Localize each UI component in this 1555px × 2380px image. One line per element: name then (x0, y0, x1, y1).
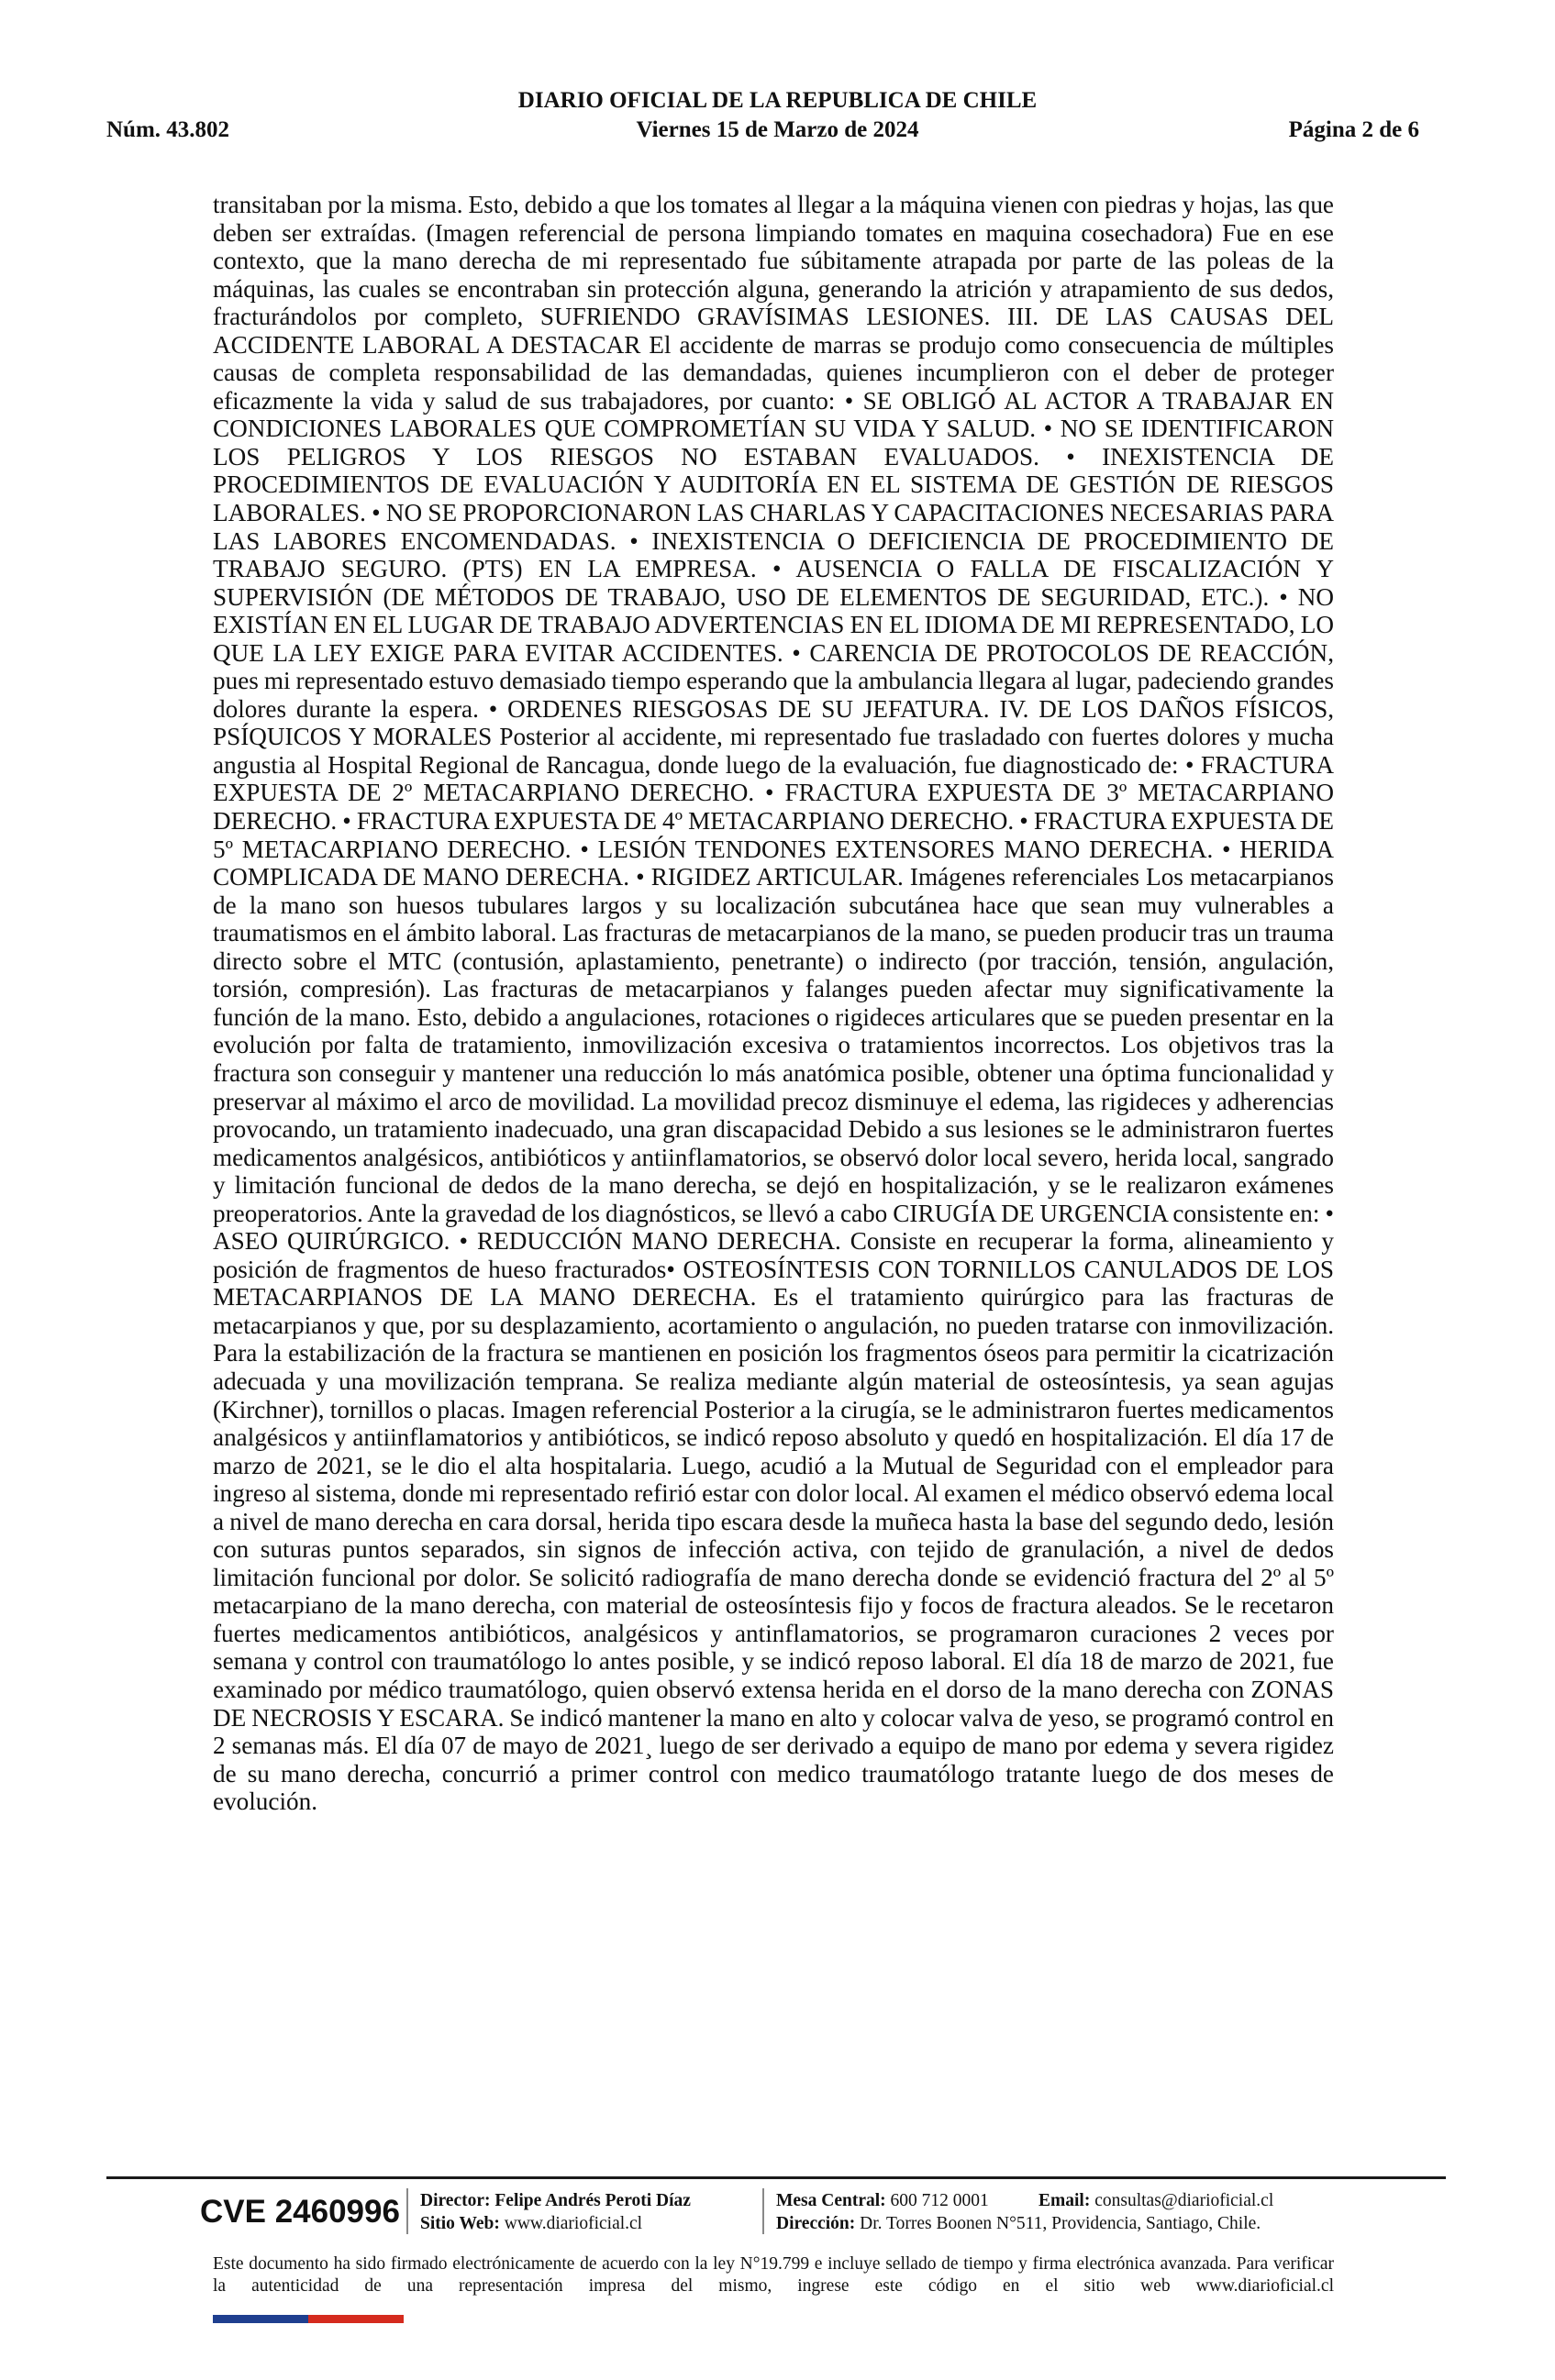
footer-separator (406, 2188, 408, 2234)
body-text: transitaban por la misma. Esto, debido a que los tomates al llegar a la máquina vienen con piedras y hojas, las que deben ser extraídas. (Imagen referencial de persona limpiando tomates en maquina cosechadora) Fue en ese contexto, que la mano derecha de mi representado fue súbitamente atrapada por parte de las poleas de la máquinas, las cuales se encontraban sin protección alguna, generando la atrición y atrapamiento de sus dedos, fracturándolos por completo, SUFRIENDO GRAVÍSIMAS LESIONES. III. DE LAS CAUSAS DEL ACCIDENTE LABORAL A DESTACAR El accidente de marras se produjo como consecuencia de múltiples causas de completa responsabilidad de las demandadas, quienes incumplieron con el deber de proteger eficazmente la vida y salud de sus trabajadores, por cuanto: • SE OBLIGÓ AL ACTOR A TRABAJAR EN CONDICIONES LABORALES QUE COMPROMETÍAN SU VIDA Y SALUD. • NO SE IDENTIFICARON LOS PELIGROS Y LOS RIESGOS NO ESTABAN EVALUADOS. • INEXISTENCIA DE PROCEDIMIENTOS DE EVALUACIÓN Y AUDITORÍA EN EL SISTEMA DE GESTIÓN DE RIESGOS LABORALES. • NO SE PROPORCIONARON LAS CHARLAS Y CAPACITACIONES NECESARIAS PARA LAS LABORES ENCOMENDADAS. • INEXISTENCIA O DEFICIENCIA DE PROCEDIMIENTO DE TRABAJO SEGURO. (PTS) EN LA EMPRESA. • AUSENCIA O FALLA DE FISCALIZACIÓN Y SUPERVISIÓN (DE MÉTODOS DE TRABAJO, USO DE ELEMENTOS DE SEGURIDAD, ETC.). • NO EXISTÍAN EN EL LUGAR DE TRABAJO ADVERTENCIAS EN EL IDIOMA DE MI REPRESENTADO, LO QUE LA LEY EXIGE PARA EVITAR ACCIDENTES. • CARENCIA DE PROTOCOLOS DE REACCIÓN, pues mi representado estuvo demasiado tiempo esperando que la ambulancia llegara al lugar, padeciendo grandes dolores durante la espera. • ORDENES RIESGOSAS DE SU JEFATURA. IV. DE LOS DAÑOS FÍSICOS, PSÍQUICOS Y MORALES Posterior al accidente, mi representado fue trasladado con fuertes dolores y mucha angustia al Hospital Regional de Rancagua, donde luego de la evaluación, fue diagnosticado de: • FRACTURA EXPUESTA DE 2º METACARPIANO DERECHO. • FRACTURA EXPUESTA DE 3º METACARPIANO DERECHO. • FRACTURA EXPUESTA DE 4º METACARPIANO DERECHO. • FRACTURA EXPUESTA DE 5º METACARPIANO DERECHO. • LESIÓN TENDONES EXTENSORES MANO DERECHA. • HERIDA COMPLICADA DE MANO DERECHA. • RIGIDEZ ARTICULAR. Imágenes referenciales Los metacarpianos de la mano son huesos tubulares largos y su localización subcutánea hace que sean muy vulnerables a traumatismos en el ámbito laboral. Las fracturas de metacarpianos de la mano, se pueden producir tras un trauma directo sobre el MTC (contusión, aplastamiento, penetrante) o indirecto (por tracción, tensión, angulación, torsión, compresión). Las fracturas de metacarpianos y falanges pueden afectar muy significativamente la función de la mano. Esto, debido a angulaciones, rotaciones o rigideces articulares que se pueden presentar en la evolución por falta de tratamiento, inmovilización excesiva o tratamientos incorrectos. Los objetivos tras la fractura son conseguir y mantener una reducción lo más anatómica posible, obtener una óptima funcionalidad y preservar al máximo el arco de movilidad. La movilidad precoz disminuye el edema, las rigideces y adherencias provocando, un tratamiento inadecuado, una gran discapacidad Debido a sus lesiones se le administraron fuertes medicamentos analgésicos, antibióticos y antiinflamatorios, se observó dolor local severo, herida local, sangrado y limitación funcional de dedos de la mano derecha, se dejó en hospitalización, y se le realizaron exámenes preoperatorios. Ante la gravedad de los diagnósticos, se llevó a cabo CIRUGÍA DE URGENCIA consistente en: • ASEO QUIRÚRGICO. • REDUCCIÓN MANO DERECHA. Consiste en recuperar la forma, alineamiento y posición de fragmentos de hueso fracturados• OSTEOSÍNTESIS CON TORNILLOS CANULADOS DE LOS METACARPIANOS DE LA MANO DERECHA. Es el tratamiento quirúrgico para las fracturas de metacarpianos y que, por su desplazamiento, acortamiento o angulación, no pueden tratarse con inmovilización. Para la estabilización de la fractura se mantienen en posición los fragmentos óseos para permitir la cicatrización adecuada y una movilización temprana. Se realiza mediante algún material de osteosíntesis, ya sean agujas (Kirchner), tornillos o placas. Imagen referencial Posterior a la cirugía, se le administraron fuertes medicamentos analgésicos y antiinflamatorios y antibióticos, se indicó reposo absoluto y quedó en hospitalización. El día 17 de marzo de 2021, se le dio el alta hospitalaria. Luego, acudió a la Mutual de Seguridad con el empleador para ingreso al sistema, donde mi representado refirió estar con dolor local. Al examen el médico observó edema local a nivel de mano derecha en cara dorsal, herida tipo escara desde la muñeca hasta la base del segundo dedo, lesión con suturas puntos separados, sin signos de infección activa, con tejido de granulación, a nivel de dedos limitación funcional por dolor. Se solicitó radiografía de mano derecha donde se evidenció fractura del 2º al 5º metacarpiano de la mano derecha, con material de osteosíntesis fijo y focos de fractura aleados. Se le recetaron fuertes medicamentos antibióticos, analgésicos y antinflamatorios, se programaron curaciones 2 veces por semana y control con traumatólogo lo antes posible, y se indicó reposo laboral. El día 18 de marzo de 2021, fue examinado por médico traumatólogo, quien observó extensa herida en el dorso de la mano derecha con ZONAS DE NECROSIS Y ESCARA. Se indicó mantener la mano en alto y colocar valva de yeso, se programó control en 2 semanas más. El día 07 de mayo de 2021¸ luego de ser derivado a equipo de mano por edema y severa rigidez de su mano derecha, concurrió a primer control con medico traumatólogo tratante luego de dos meses de evolución. (213, 191, 1334, 1816)
legal-notice: Este documento ha sido firmado electrónicamente de acuerdo con la ley N°19.799 e incluye sellado de tiempo y firma electrónica avanzada. Para verificar la autenticidad de una representación impresa del mismo, ingrese este código en el sitio web www.diarioficial.cl (213, 2254, 1334, 2296)
cve-code: CVE 2460996 (200, 2194, 400, 2230)
footer-divider (106, 2176, 1446, 2179)
issue-date: Viernes 15 de Marzo de 2024 (636, 117, 919, 142)
flag-blue-segment (213, 2315, 308, 2323)
address-label: Dirección: (776, 2214, 856, 2233)
issue-number: Núm. 43.802 (106, 117, 230, 142)
email-label: Email: (1039, 2191, 1091, 2210)
website-line (420, 2212, 691, 2235)
website-link[interactable]: www.diarioficial.cl (504, 2214, 643, 2233)
footer-email-column (1039, 2189, 1273, 2212)
flag-stripe (213, 2315, 404, 2323)
director-name: Felipe Andrés Peroti Díaz (494, 2191, 691, 2210)
email-link[interactable]: consultas@diarioficial.cl (1094, 2191, 1274, 2210)
phone-label: Mesa Central: (776, 2191, 886, 2210)
flag-red-segment (308, 2315, 404, 2323)
phone-number: 600 712 0001 (890, 2191, 989, 2210)
email-line (1039, 2189, 1273, 2212)
director-line (420, 2189, 691, 2212)
footer-director-column (420, 2189, 691, 2235)
website-label: Sitio Web: (420, 2214, 500, 2233)
director-label: Director: (420, 2191, 491, 2210)
address-line (776, 2212, 1261, 2235)
page-number: Página 2 de 6 (1288, 117, 1419, 142)
publication-title: DIARIO OFICIAL DE LA REPUBLICA DE CHILE (517, 88, 1038, 113)
footer-separator (762, 2188, 764, 2234)
address-value: Dr. Torres Boonen N°511, Providencia, Santiago, Chile. (860, 2214, 1261, 2233)
